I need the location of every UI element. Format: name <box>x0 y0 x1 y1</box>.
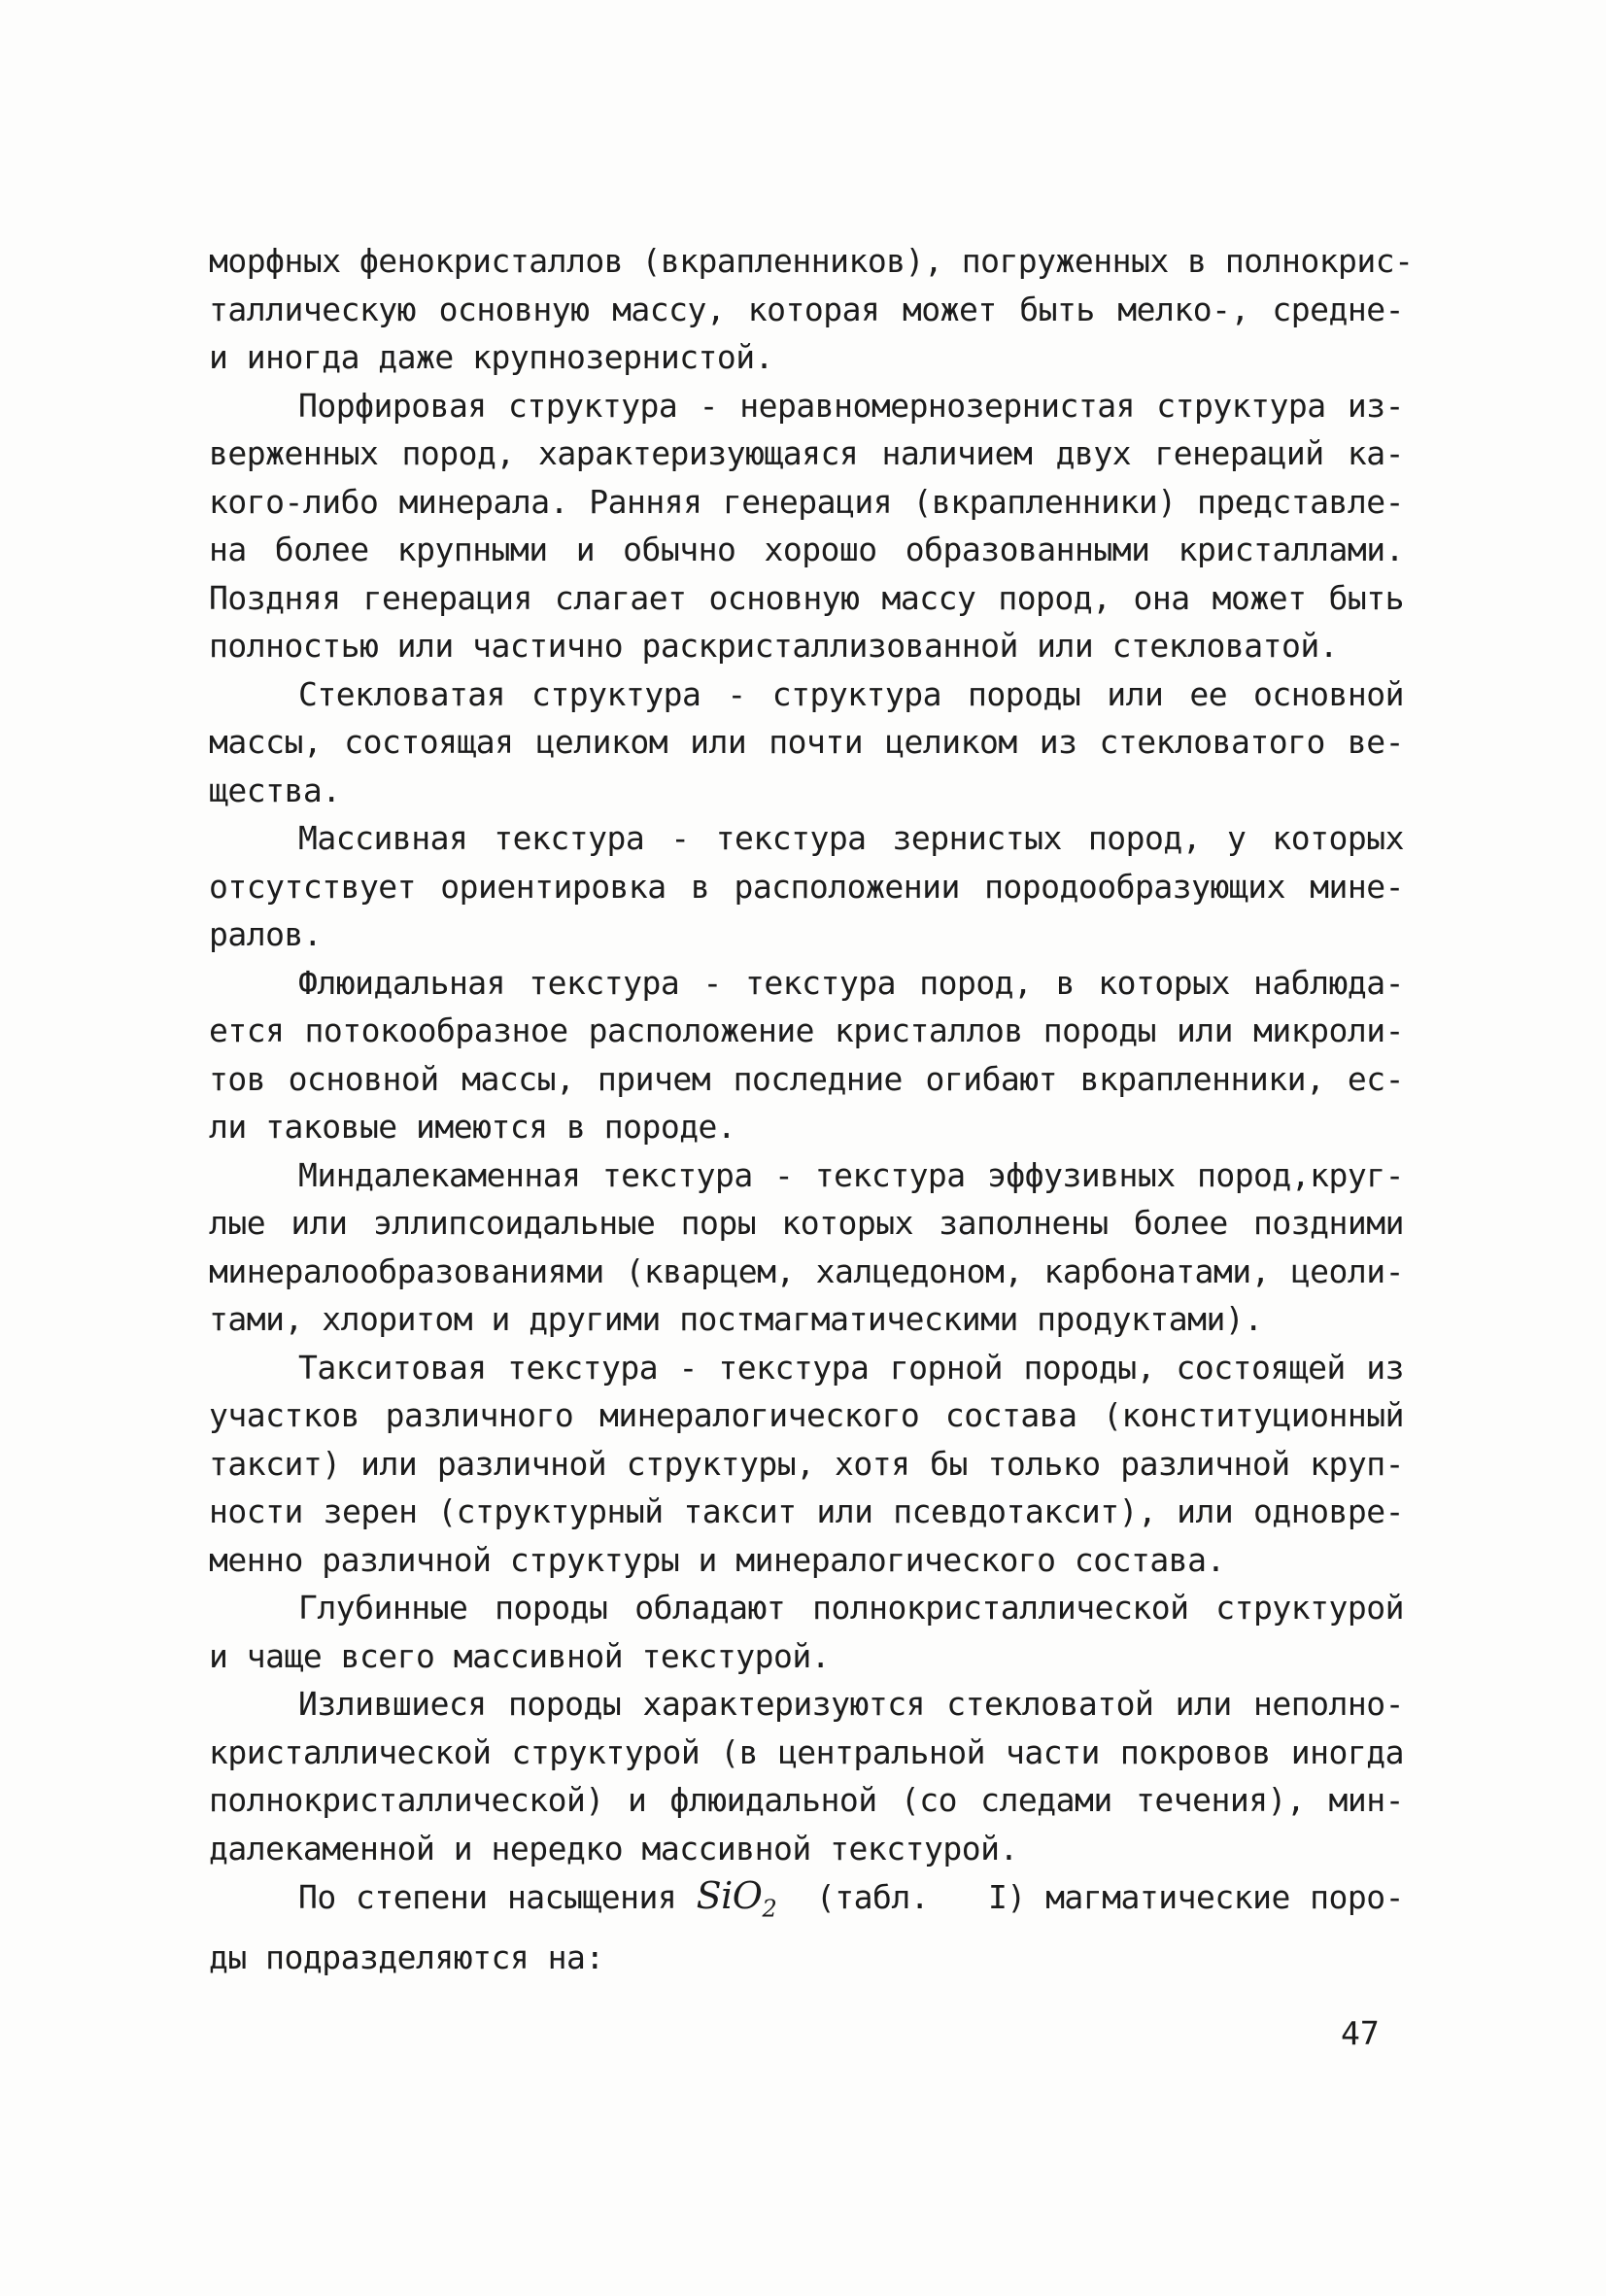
formula-base: SiO <box>696 1874 763 1917</box>
text-line: Порфировая структура - неравномернозернистая структура из- <box>298 386 1404 425</box>
body-text <box>209 237 1414 1982</box>
text-line: Миндалекаменная текстура - текстура эффузивных пород,круг- <box>298 1155 1404 1194</box>
text-line: таллическую основную массу, которая может быть мелко-, средне- <box>209 290 1404 328</box>
text-line: ралов. <box>209 915 323 953</box>
page-number: 47 <box>1341 2014 1380 2052</box>
text-line: полнокристаллической) и флюидальной (со следами течения), мин- <box>209 1781 1404 1819</box>
text-line: лые или эллипсоидальные поры которых заполнены более поздними <box>209 1204 1404 1242</box>
text-line: кристаллической структурой (в центральной части покровов иногда <box>209 1732 1404 1771</box>
text-line: щества. <box>209 771 341 809</box>
text-line: тами, хлоритом и другими постмагматическими продуктами). <box>209 1300 1263 1338</box>
text-line: далекаменной и нередко массивной текстурой. <box>209 1829 1018 1868</box>
text-line: отсутствует ориентировка в расположении породообразующих мине- <box>209 867 1404 906</box>
text-line: участков различного минералогического состава (конституционный <box>209 1396 1404 1434</box>
text-segment: По степени насыщения <box>298 1878 677 1916</box>
text-line-with-formula <box>209 1872 1404 1934</box>
text-line: Поздняя генерация слагает основную массу пород, она может быть <box>209 578 1404 617</box>
text-line: Массивная текстура - текстура зернистых пород, у которых <box>298 819 1404 857</box>
text-line: минералообразованиями (кварцем, халцедоном, карбонатами, цеоли- <box>209 1251 1404 1290</box>
text-line: ли таковые имеются в породе. <box>209 1108 736 1146</box>
text-line: Флюидальная текстура - текстура пород, в которых наблюда- <box>298 963 1404 1002</box>
text-line: менно различной структуры и минералогического состава. <box>209 1540 1225 1579</box>
text-line: верженных пород, характеризующаяся наличием двух генераций ка- <box>209 434 1404 472</box>
text-line: полностью или частично раскристаллизованной или стекловатой. <box>209 627 1339 665</box>
text-line: морфных фенокристаллов (вкрапленников), погруженных в полнокрис- <box>209 242 1414 280</box>
text-line: и иногда даже крупнозернистой. <box>209 338 774 376</box>
text-line: ности зерен (структурный таксит или псевдотаксит), или одновре- <box>209 1492 1404 1530</box>
text-line: таксит) или различной структуры, хотя бы только различной круп- <box>209 1444 1404 1483</box>
text-line: массы, состоящая целиком или почти целиком из стекловатого ве- <box>209 723 1404 761</box>
text-line: и чаще всего массивной текстурой. <box>209 1636 831 1675</box>
text-line: ды подразделяются на: <box>209 1938 604 1977</box>
text-line: Излившиеся породы характеризуются стекловатой или неполно- <box>298 1685 1404 1723</box>
text-line: кого-либо минерала. Ранняя генерация (вкрапленники) представле- <box>209 482 1404 521</box>
text-line: Глубинные породы обладают полнокристаллической структурой <box>298 1589 1404 1627</box>
text-line: тов основной массы, причем последние огибают вкрапленники, ес- <box>209 1059 1404 1098</box>
text-line: на более крупными и обычно хорошо образованными кристаллами. <box>209 531 1404 568</box>
text-line: Стекловатая структура - структура породы или ее основной <box>298 674 1404 713</box>
text-segment: (табл. I) магматические поро- <box>815 1878 1404 1916</box>
silica-formula <box>696 1874 777 1923</box>
formula-subscript: 2 <box>762 1895 777 1923</box>
text-line: ется потокообразное расположение кристаллов породы или микроли- <box>209 1011 1404 1049</box>
text-line: Такситовая текстура - текстура горной породы, состоящей из <box>298 1348 1404 1387</box>
